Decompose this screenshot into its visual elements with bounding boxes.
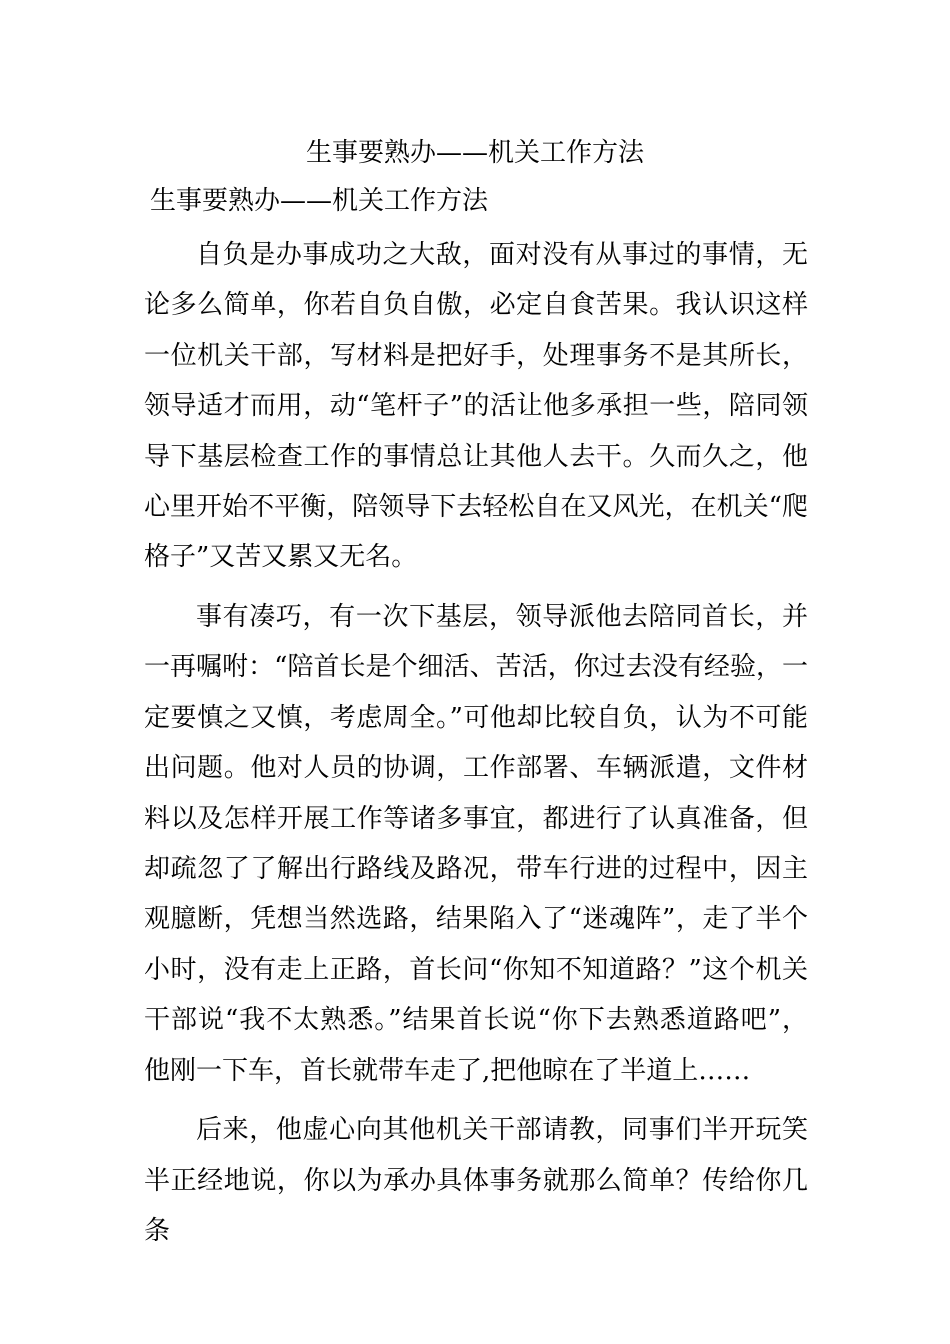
document-body — [144, 230, 808, 1265]
document-subtitle: 生事要熟办——机关工作方法 — [150, 186, 489, 216]
paragraph-2: 事有凑巧，有一次下基层，领导派他去陪同首长，并一再嘱咐：“陪首长是个细活、苦活，你过去没有经验，一定要慎之又慎，考虑周全。”可他却比较自负，认为不可能出问题。他对人员的协调，工作部署、车辆派遣，文件材料以及怎样开展工作等诸多事宜，都进行了认真准备，但却疏忽了了解出行路线及路况，带车行进的过程中，因主观臆断，凭想当然选路，结果陷入了“迷魂阵”，走了半个小时，没有走上正路，首长问“你知不知道路？”这个机关干部说“我不太熟悉。”结果首长说“你下去熟悉道路吧”，他刚一下车，首长就带车走了,把他晾在了半道上…… — [144, 601, 808, 1086]
paragraph-1: 自负是办事成功之大敌，面对没有从事过的事情，无论多么简单，你若自负自傲，必定自食苦果。我认识这样一位机关干部，写材料是把好手，处理事务不是其所长，领导适才而用，动“笔杆子”的活让他多承担一些，陪同领导下基层检查工作的事情总让其他人去干。久而久之，他心里开始不平衡，陪领导下去轻松自在又风光，在机关“爬格子”又苦又累又无名。 — [144, 240, 808, 573]
paragraph-3: 后来，他虚心向其他机关干部请教，同事们半开玩笑半正经地说，你以为承办具体事务就那么简单？传给你几条 — [144, 1115, 808, 1246]
document-title: 生事要熟办——机关工作方法 — [305, 138, 644, 168]
